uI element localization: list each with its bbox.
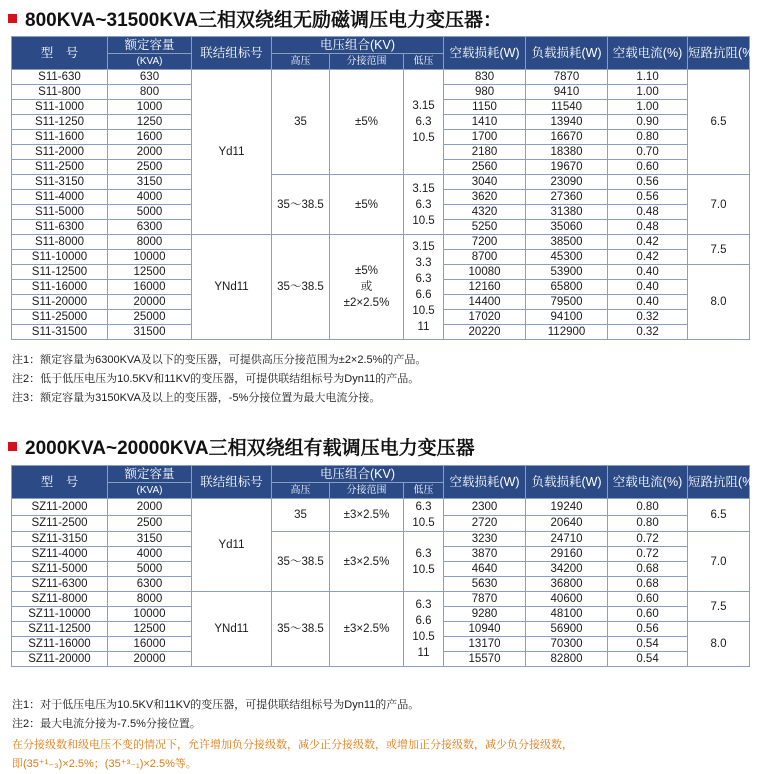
header-noload-loss: 空载损耗(W) — [444, 466, 526, 499]
header-vector-group: 联结组标号 — [192, 466, 272, 499]
tap-range-cell: ±5% 或 ±2×2.5% — [330, 235, 404, 340]
noload-loss-cell: 7870 — [444, 592, 526, 607]
noload-current-cell: 0.68 — [608, 562, 688, 577]
hv-cell: 35～38.5 — [272, 592, 330, 667]
header-lv: 低压 — [404, 54, 444, 70]
load-loss-cell: 53900 — [526, 265, 608, 280]
header-noload-current: 空载电流(%) — [608, 466, 688, 499]
noload-current-cell: 0.54 — [608, 652, 688, 667]
noload-loss-cell: 5630 — [444, 577, 526, 592]
noload-loss-cell: 12160 — [444, 280, 526, 295]
load-loss-cell: 19240 — [526, 499, 608, 516]
header-impedance: 短路抗阻(%) — [688, 37, 750, 70]
noload-loss-cell: 4320 — [444, 205, 526, 220]
impedance-cell: 7.5 — [688, 592, 750, 622]
header-hv: 高压 — [272, 483, 330, 499]
load-loss-cell: 79500 — [526, 295, 608, 310]
load-loss-cell: 19670 — [526, 160, 608, 175]
load-loss-cell: 94100 — [526, 310, 608, 325]
model-cell: S11-2000 — [12, 145, 108, 160]
capacity-cell: 2500 — [108, 160, 192, 175]
capacity-cell: 630 — [108, 70, 192, 85]
capacity-cell: 12500 — [108, 265, 192, 280]
header-tap: 分接范围 — [330, 483, 404, 499]
capacity-cell: 4000 — [108, 190, 192, 205]
noload-loss-cell: 2720 — [444, 515, 526, 532]
model-cell: SZ11-3150 — [12, 532, 108, 547]
note: 注3：额定容量为3150KVA及以上的变压器，-5%分接位置为最大电流分接。 — [12, 392, 381, 404]
lv-cell: 3.15 6.3 10.5 — [404, 175, 444, 235]
load-loss-cell: 23090 — [526, 175, 608, 190]
load-loss-cell: 20640 — [526, 515, 608, 532]
capacity-cell: 6300 — [108, 220, 192, 235]
load-loss-cell: 16670 — [526, 130, 608, 145]
header-capacity-unit: (KVA) — [108, 483, 192, 499]
load-loss-cell: 40600 — [526, 592, 608, 607]
capacity-cell: 20000 — [108, 295, 192, 310]
noload-loss-cell: 9280 — [444, 607, 526, 622]
impedance-cell: 8.0 — [688, 622, 750, 667]
transformer-table-2 — [11, 465, 757, 667]
noload-loss-cell: 3870 — [444, 547, 526, 562]
capacity-cell: 1000 — [108, 100, 192, 115]
noload-current-cell: 0.56 — [608, 175, 688, 190]
load-loss-cell: 27360 — [526, 190, 608, 205]
model-cell: S11-6300 — [12, 220, 108, 235]
lv-cell: 3.15 6.3 10.5 — [404, 70, 444, 175]
transformer-table-1 — [11, 36, 757, 340]
capacity-cell: 2000 — [108, 499, 192, 516]
impedance-cell: 7.0 — [688, 532, 750, 592]
noload-current-cell: 1.00 — [608, 85, 688, 100]
noload-loss-cell: 830 — [444, 70, 526, 85]
noload-current-cell: 0.56 — [608, 190, 688, 205]
capacity-cell: 10000 — [108, 607, 192, 622]
table-row — [12, 532, 750, 547]
model-cell: S11-10000 — [12, 250, 108, 265]
noload-loss-cell: 10940 — [444, 622, 526, 637]
noload-loss-cell: 3040 — [444, 175, 526, 190]
section2-notes — [12, 696, 419, 734]
section1-title-text: 800KVA~31500KVA三相双绕组无励磁调压电力变压器： — [25, 9, 503, 31]
hv-cell: 35～38.5 — [272, 532, 330, 592]
note: 注1：对于低压电压为10.5KV和11KV的变压器，可提供联结组标号为Dyn11的产品。 — [12, 699, 420, 711]
model-cell: S11-1250 — [12, 115, 108, 130]
noload-current-cell: 0.32 — [608, 310, 688, 325]
tap-range-cell: ±5% — [330, 175, 404, 235]
capacity-cell: 4000 — [108, 547, 192, 562]
load-loss-cell: 112900 — [526, 325, 608, 340]
noload-current-cell: 0.70 — [608, 145, 688, 160]
table-row — [12, 235, 750, 250]
header-noload-loss: 空载损耗(W) — [444, 37, 526, 70]
noload-current-cell: 0.48 — [608, 205, 688, 220]
vector-group-cell: YNd11 — [192, 235, 272, 340]
noload-current-cell: 0.68 — [608, 577, 688, 592]
capacity-cell: 5000 — [108, 205, 192, 220]
capacity-cell: 1600 — [108, 130, 192, 145]
capacity-cell: 2000 — [108, 145, 192, 160]
noload-loss-cell: 13170 — [444, 637, 526, 652]
model-cell: S11-3150 — [12, 175, 108, 190]
model-cell: SZ11-2000 — [12, 499, 108, 516]
header-hv: 高压 — [272, 54, 330, 70]
header-tap: 分接范围 — [330, 54, 404, 70]
noload-loss-cell: 3230 — [444, 532, 526, 547]
tap-range-cell: ±5% — [330, 70, 404, 175]
table-row — [12, 70, 750, 85]
impedance-cell: 7.5 — [688, 235, 750, 265]
model-cell: S11-5000 — [12, 205, 108, 220]
noload-current-cell: 0.40 — [608, 280, 688, 295]
orange-note: 即(35⁺¹₋₃)×2.5%；(35⁺³₋₁)×2.5%等。 — [12, 758, 197, 770]
noload-loss-cell: 20220 — [444, 325, 526, 340]
noload-current-cell: 1.00 — [608, 100, 688, 115]
noload-loss-cell: 1410 — [444, 115, 526, 130]
vector-group-cell: Yd11 — [192, 499, 272, 592]
header-voltage: 电压组合(KV) — [272, 37, 444, 54]
noload-loss-cell: 15570 — [444, 652, 526, 667]
load-loss-cell: 7870 — [526, 70, 608, 85]
noload-current-cell: 1.10 — [608, 70, 688, 85]
noload-current-cell: 0.60 — [608, 607, 688, 622]
noload-current-cell: 0.80 — [608, 130, 688, 145]
hv-cell: 35～38.5 — [272, 235, 330, 340]
noload-current-cell: 0.32 — [608, 325, 688, 340]
capacity-cell: 2500 — [108, 515, 192, 532]
vector-group-cell: Yd11 — [192, 70, 272, 235]
load-loss-cell: 48100 — [526, 607, 608, 622]
lv-cell: 3.15 3.3 6.3 6.6 10.5 11 — [404, 235, 444, 340]
section2-title-text: 2000KVA~20000KVA三相双绕组有载调压电力变压器 — [25, 437, 475, 459]
header-model: 型 号 — [12, 466, 108, 499]
noload-loss-cell: 4640 — [444, 562, 526, 577]
noload-loss-cell: 8700 — [444, 250, 526, 265]
noload-current-cell: 0.72 — [608, 547, 688, 562]
table-row — [12, 499, 750, 516]
noload-loss-cell: 17020 — [444, 310, 526, 325]
model-cell: S11-20000 — [12, 295, 108, 310]
tap-range-cell: ±3×2.5% — [330, 592, 404, 667]
noload-loss-cell: 7200 — [444, 235, 526, 250]
lv-cell: 6.3 6.6 10.5 11 — [404, 592, 444, 667]
load-loss-cell: 11540 — [526, 100, 608, 115]
model-cell: SZ11-20000 — [12, 652, 108, 667]
model-cell: SZ11-10000 — [12, 607, 108, 622]
noload-loss-cell: 1150 — [444, 100, 526, 115]
capacity-cell: 16000 — [108, 280, 192, 295]
model-cell: S11-31500 — [12, 325, 108, 340]
noload-loss-cell: 1700 — [444, 130, 526, 145]
header-load-loss: 负载损耗(W) — [526, 466, 608, 499]
model-cell: S11-1000 — [12, 100, 108, 115]
section2-orange-notes — [12, 736, 573, 774]
model-cell: S11-4000 — [12, 190, 108, 205]
load-loss-cell: 18380 — [526, 145, 608, 160]
lv-cell: 6.3 10.5 — [404, 532, 444, 592]
model-cell: SZ11-12500 — [12, 622, 108, 637]
noload-current-cell: 0.80 — [608, 515, 688, 532]
section1-notes — [12, 351, 426, 408]
vector-group-cell: YNd11 — [192, 592, 272, 667]
capacity-cell: 8000 — [108, 235, 192, 250]
model-cell: S11-2500 — [12, 160, 108, 175]
noload-current-cell: 0.60 — [608, 160, 688, 175]
impedance-cell: 6.5 — [688, 70, 750, 175]
model-cell: S11-8000 — [12, 235, 108, 250]
noload-current-cell: 0.90 — [608, 115, 688, 130]
model-cell: S11-12500 — [12, 265, 108, 280]
header-capacity: 额定容量 — [108, 37, 192, 54]
load-loss-cell: 70300 — [526, 637, 608, 652]
noload-current-cell: 0.42 — [608, 250, 688, 265]
load-loss-cell: 35060 — [526, 220, 608, 235]
capacity-cell: 31500 — [108, 325, 192, 340]
model-cell: SZ11-2500 — [12, 515, 108, 532]
lv-cell: 6.3 10.5 — [404, 499, 444, 532]
load-loss-cell: 13940 — [526, 115, 608, 130]
load-loss-cell: 45300 — [526, 250, 608, 265]
load-loss-cell: 38500 — [526, 235, 608, 250]
capacity-cell: 10000 — [108, 250, 192, 265]
header-noload-current: 空载电流(%) — [608, 37, 688, 70]
load-loss-cell: 34200 — [526, 562, 608, 577]
orange-note: 在分接级数和级电压不变的情况下，允许增加负分接级数，减少正分接级数，或增加正分接级数，减少负分接级数， — [12, 739, 573, 751]
noload-current-cell: 0.80 — [608, 499, 688, 516]
capacity-cell: 8000 — [108, 592, 192, 607]
header-impedance: 短路抗阻(%) — [688, 466, 750, 499]
load-loss-cell: 29160 — [526, 547, 608, 562]
note: 注2：低于低压电压为10.5KV和11KV的变压器，可提供联结组标号为Dyn11的产品。 — [12, 373, 420, 385]
noload-current-cell: 0.40 — [608, 295, 688, 310]
note: 注1：额定容量为6300KVA及以下的变压器，可提供高压分接范围为±2×2.5%的产品。 — [12, 354, 427, 366]
header-lv: 低压 — [404, 483, 444, 499]
header-capacity-unit: (KVA) — [108, 54, 192, 70]
impedance-cell: 6.5 — [688, 499, 750, 532]
impedance-cell: 7.0 — [688, 175, 750, 235]
load-loss-cell: 56900 — [526, 622, 608, 637]
hv-cell: 35 — [272, 70, 330, 175]
model-cell: SZ11-5000 — [12, 562, 108, 577]
header-model: 型 号 — [12, 37, 108, 70]
tap-range-cell: ±3×2.5% — [330, 532, 404, 592]
capacity-cell: 25000 — [108, 310, 192, 325]
header-load-loss: 负载损耗(W) — [526, 37, 608, 70]
hv-cell: 35 — [272, 499, 330, 532]
noload-loss-cell: 5250 — [444, 220, 526, 235]
load-loss-cell: 9410 — [526, 85, 608, 100]
capacity-cell: 3150 — [108, 532, 192, 547]
model-cell: S11-25000 — [12, 310, 108, 325]
section1-title — [8, 6, 502, 30]
capacity-cell: 800 — [108, 85, 192, 100]
model-cell: S11-16000 — [12, 280, 108, 295]
header-capacity: 额定容量 — [108, 466, 192, 483]
impedance-cell: 8.0 — [688, 265, 750, 340]
noload-current-cell: 0.60 — [608, 592, 688, 607]
capacity-cell: 6300 — [108, 577, 192, 592]
noload-current-cell: 0.56 — [608, 622, 688, 637]
noload-loss-cell: 2300 — [444, 499, 526, 516]
noload-current-cell: 0.72 — [608, 532, 688, 547]
noload-loss-cell: 14400 — [444, 295, 526, 310]
model-cell: SZ11-6300 — [12, 577, 108, 592]
noload-current-cell: 0.40 — [608, 265, 688, 280]
model-cell: SZ11-16000 — [12, 637, 108, 652]
noload-loss-cell: 2560 — [444, 160, 526, 175]
load-loss-cell: 65800 — [526, 280, 608, 295]
title-bullet-icon — [8, 442, 17, 451]
noload-loss-cell: 2180 — [444, 145, 526, 160]
header-vector-group: 联结组标号 — [192, 37, 272, 70]
noload-loss-cell: 3620 — [444, 190, 526, 205]
table-row — [12, 592, 750, 607]
noload-loss-cell: 10080 — [444, 265, 526, 280]
tap-range-cell: ±3×2.5% — [330, 499, 404, 532]
noload-current-cell: 0.42 — [608, 235, 688, 250]
model-cell: S11-800 — [12, 85, 108, 100]
load-loss-cell: 31380 — [526, 205, 608, 220]
capacity-cell: 5000 — [108, 562, 192, 577]
hv-cell: 35～38.5 — [272, 175, 330, 235]
table-row — [12, 175, 750, 190]
capacity-cell: 16000 — [108, 637, 192, 652]
header-voltage: 电压组合(KV) — [272, 466, 444, 483]
model-cell: SZ11-8000 — [12, 592, 108, 607]
section2-title — [8, 434, 475, 458]
load-loss-cell: 24710 — [526, 532, 608, 547]
noload-loss-cell: 980 — [444, 85, 526, 100]
capacity-cell: 1250 — [108, 115, 192, 130]
capacity-cell: 3150 — [108, 175, 192, 190]
note: 注2：最大电流分接为-7.5%分接位置。 — [12, 718, 201, 730]
title-bullet-icon — [8, 14, 17, 23]
model-cell: S11-1600 — [12, 130, 108, 145]
noload-current-cell: 0.48 — [608, 220, 688, 235]
capacity-cell: 12500 — [108, 622, 192, 637]
load-loss-cell: 36800 — [526, 577, 608, 592]
model-cell: S11-630 — [12, 70, 108, 85]
capacity-cell: 20000 — [108, 652, 192, 667]
load-loss-cell: 82800 — [526, 652, 608, 667]
model-cell: SZ11-4000 — [12, 547, 108, 562]
noload-current-cell: 0.54 — [608, 637, 688, 652]
